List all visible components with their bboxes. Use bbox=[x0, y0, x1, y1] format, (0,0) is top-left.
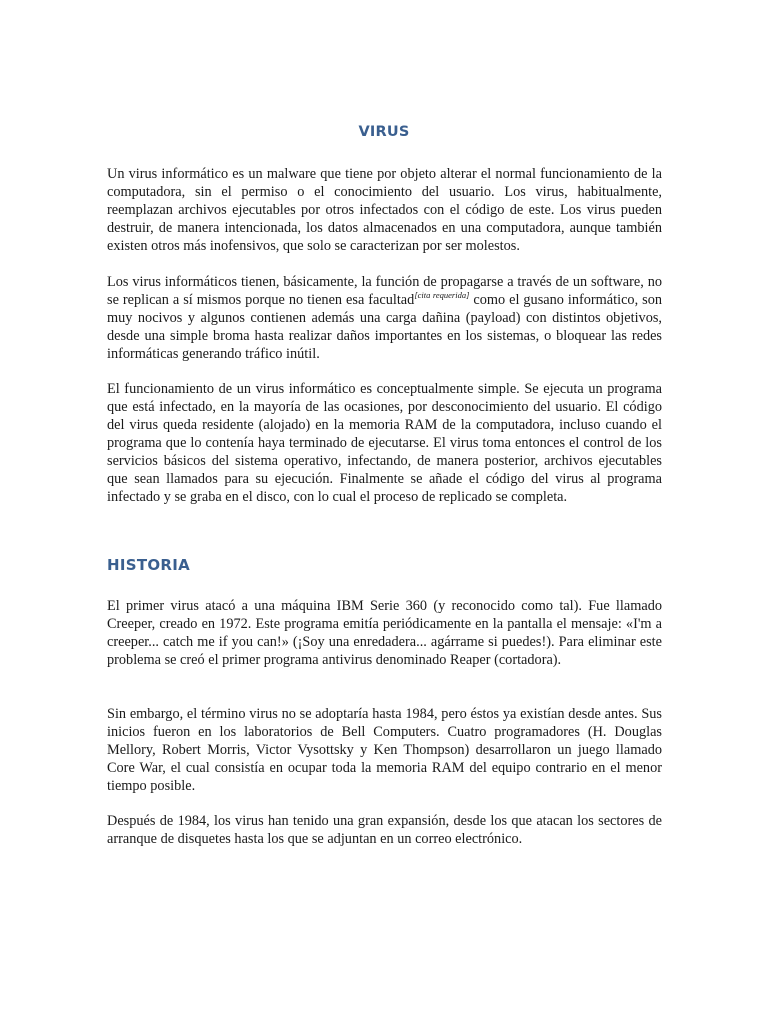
paragraph-first-virus: El primer virus atacó a una máquina IBM Serie 360 (y reconocido como tal). Fue llamado Creeper, creado en 1972. Este programa emitía periódicamente en la pantalla el mensaje: «I'm a creeper... catch me if you can!» (¡Soy una enredadera... agárrame si puedes!). Para eliminar este problema se creó el primer programa antivirus denominado Reaper (cortadora). bbox=[107, 598, 662, 668]
paragraph-propagation-text-2: como el gusano informático, son muy nocivos y algunos contienen además una carga dañina (payload) con distintos objetivos, desde una simple broma hasta realizar daños importantes en los sistemas, o bloquear las redes informáticas generando tráfico inútil. bbox=[107, 292, 662, 362]
paragraph-propagation-text-1: Los virus informáticos tienen, básicamente, la función de propagarse a través de un software, no se replican a sí mismos porque no tienen esa facultad bbox=[107, 274, 662, 308]
section-heading-historia: HISTORIA bbox=[107, 556, 191, 574]
paragraph-propagation bbox=[107, 273, 662, 363]
paragraph-expansion: Después de 1984, los virus han tenido una gran expansión, desde los que atacan los sectores de arranque de disquetes hasta los que se adjuntan en un correo electrónico. bbox=[107, 813, 662, 847]
paragraph-definition: Un virus informático es un malware que tiene por objeto alterar el normal funcionamiento de la computadora, sin el permiso o el conocimiento del usuario. Los virus, habitualmente, reemplazan archivos ejecutables por otros infectados con el código de este. Los virus pueden destruir, de manera intencionada, los datos almacenados en una computadora, aunque también existen otros más inofensivos, que solo se caracterizan por ser molestos. bbox=[107, 166, 662, 254]
citation-needed-link[interactable]: [cita requerida] bbox=[414, 290, 470, 300]
document-title: VIRUS bbox=[358, 124, 410, 140]
paragraph-functioning: El funcionamiento de un virus informático es conceptualmente simple. Se ejecuta un programa que está infectado, en la mayoría de las ocasiones, por desconocimiento del usuario. El código del virus queda residente (alojado) en la memoria RAM de la computadora, incluso cuando el programa que lo contenía haya terminado de ejecutarse. El virus toma entonces el control de los servicios básicos del sistema operativo, infectando, de manera posterior, archivos ejecutables que sean llamados para su ejecución. Finalmente se añade el código del virus al programa infectado y se graba en el disco, con lo cual el proceso de replicado se completa. bbox=[107, 381, 662, 505]
paragraph-core-war: Sin embargo, el término virus no se adoptaría hasta 1984, pero éstos ya existían desde antes. Sus inicios fueron en los laboratorios de Bell Computers. Cuatro programadores (H. Douglas Mellory, Robert Morris, Victor Vysottsky y Ken Thompson) desarrollaron un juego llamado Core War, el cual consistía en ocupar toda la memoria RAM del equipo contrario en el menor tiempo posible. bbox=[107, 706, 662, 794]
